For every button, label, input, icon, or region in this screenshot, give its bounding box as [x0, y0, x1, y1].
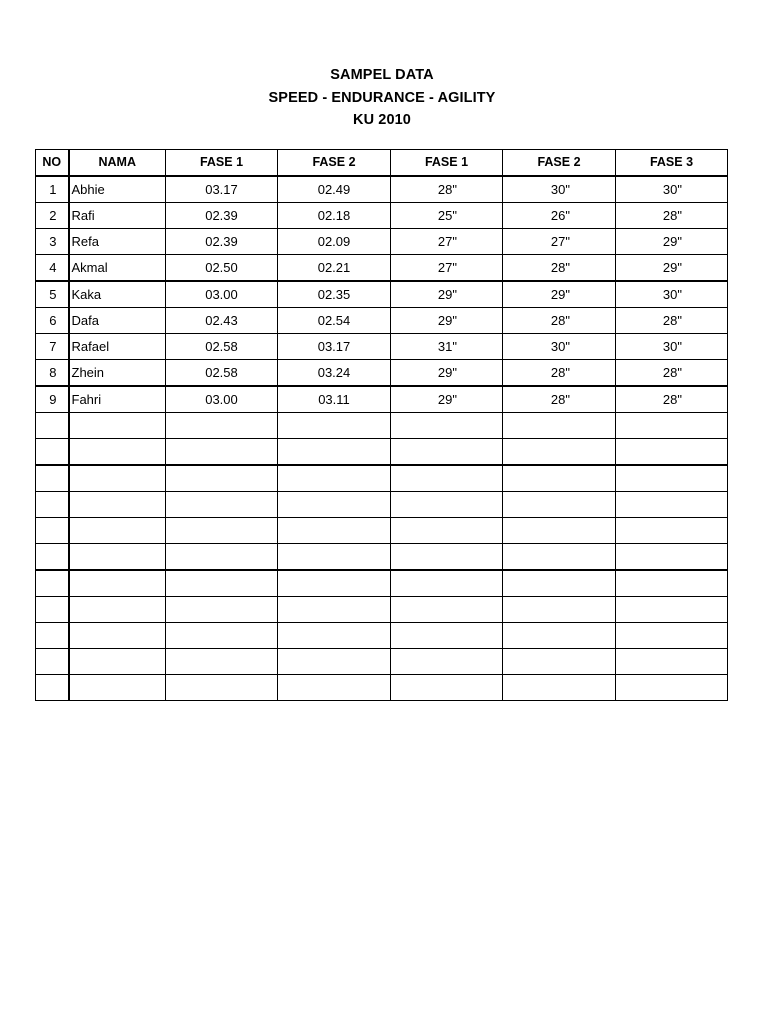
cell-agility-fase-2: 30": [503, 176, 616, 203]
empty-cell: [166, 492, 278, 518]
cell-agility-fase-1: 29": [391, 281, 503, 308]
cell-agility-fase-1: 29": [391, 386, 503, 413]
cell-nama: Abhie: [69, 176, 166, 203]
empty-cell: [69, 597, 166, 623]
empty-cell: [391, 649, 503, 675]
empty-cell: [616, 544, 728, 571]
empty-cell: [391, 623, 503, 649]
cell-speed-fase-2: 02.35: [278, 281, 391, 308]
table-row: [36, 281, 728, 308]
cell-speed-fase-1: 02.58: [166, 360, 278, 387]
empty-cell: [166, 675, 278, 701]
empty-cell: [69, 623, 166, 649]
cell-no: 6: [36, 308, 69, 334]
cell-speed-fase-2: 03.17: [278, 334, 391, 360]
empty-cell: [503, 492, 616, 518]
empty-cell: [36, 649, 69, 675]
empty-cell: [616, 570, 728, 597]
cell-agility-fase-2: 30": [503, 334, 616, 360]
empty-cell: [503, 465, 616, 492]
empty-cell: [36, 413, 69, 439]
cell-agility-fase-3: 28": [616, 203, 728, 229]
empty-cell: [616, 518, 728, 544]
empty-row: [36, 597, 728, 623]
empty-cell: [278, 570, 391, 597]
empty-cell: [278, 413, 391, 439]
cell-nama: Kaka: [69, 281, 166, 308]
empty-cell: [36, 465, 69, 492]
empty-cell: [503, 623, 616, 649]
cell-agility-fase-1: 25": [391, 203, 503, 229]
empty-cell: [278, 465, 391, 492]
empty-row: [36, 570, 728, 597]
empty-cell: [166, 623, 278, 649]
empty-row: [36, 649, 728, 675]
cell-nama: Dafa: [69, 308, 166, 334]
empty-cell: [69, 570, 166, 597]
empty-cell: [391, 570, 503, 597]
empty-cell: [166, 439, 278, 466]
cell-speed-fase-2: 02.09: [278, 229, 391, 255]
cell-no: 9: [36, 386, 69, 413]
table-row: [36, 203, 728, 229]
empty-cell: [166, 570, 278, 597]
title-line-1: SAMPEL DATA: [330, 67, 434, 83]
empty-cell: [69, 465, 166, 492]
cell-speed-fase-1: 03.00: [166, 386, 278, 413]
cell-agility-fase-3: 30": [616, 281, 728, 308]
cell-speed-fase-1: 02.43: [166, 308, 278, 334]
empty-cell: [278, 544, 391, 571]
empty-cell: [616, 439, 728, 466]
cell-speed-fase-1: 02.50: [166, 255, 278, 282]
empty-cell: [503, 518, 616, 544]
empty-cell: [166, 465, 278, 492]
header-agility-fase-3: FASE 3: [616, 150, 728, 177]
empty-cell: [391, 492, 503, 518]
cell-no: 3: [36, 229, 69, 255]
cell-agility-fase-1: 29": [391, 360, 503, 387]
table-row: [36, 308, 728, 334]
empty-cell: [36, 518, 69, 544]
cell-agility-fase-3: 28": [616, 386, 728, 413]
empty-row: [36, 439, 728, 466]
empty-cell: [278, 439, 391, 466]
cell-agility-fase-1: 29": [391, 308, 503, 334]
empty-cell: [69, 518, 166, 544]
empty-cell: [166, 544, 278, 571]
header-agility-fase-1: FASE 1: [391, 150, 503, 177]
empty-cell: [36, 570, 69, 597]
empty-row: [36, 675, 728, 701]
empty-cell: [391, 675, 503, 701]
cell-speed-fase-2: 03.24: [278, 360, 391, 387]
cell-agility-fase-2: 28": [503, 308, 616, 334]
empty-row: [36, 623, 728, 649]
empty-cell: [503, 597, 616, 623]
cell-nama: Rafi: [69, 203, 166, 229]
cell-no: 5: [36, 281, 69, 308]
table-body: [36, 176, 728, 701]
cell-agility-fase-2: 26": [503, 203, 616, 229]
table-row: [36, 176, 728, 203]
document-title: [0, 64, 764, 132]
cell-no: 1: [36, 176, 69, 203]
header-agility-fase-2: FASE 2: [503, 150, 616, 177]
empty-cell: [503, 439, 616, 466]
table-row: [36, 334, 728, 360]
empty-cell: [278, 597, 391, 623]
cell-speed-fase-2: 03.11: [278, 386, 391, 413]
empty-row: [36, 518, 728, 544]
cell-agility-fase-3: 30": [616, 176, 728, 203]
empty-cell: [616, 623, 728, 649]
cell-speed-fase-1: 03.17: [166, 176, 278, 203]
empty-cell: [503, 413, 616, 439]
empty-cell: [278, 649, 391, 675]
data-table: [35, 149, 728, 701]
empty-cell: [391, 597, 503, 623]
empty-cell: [36, 439, 69, 466]
empty-cell: [278, 623, 391, 649]
cell-agility-fase-3: 28": [616, 308, 728, 334]
cell-no: 4: [36, 255, 69, 282]
empty-cell: [616, 465, 728, 492]
cell-nama: Rafael: [69, 334, 166, 360]
empty-cell: [616, 675, 728, 701]
cell-nama: Fahri: [69, 386, 166, 413]
cell-speed-fase-1: 02.58: [166, 334, 278, 360]
empty-cell: [616, 492, 728, 518]
cell-agility-fase-2: 28": [503, 360, 616, 387]
title-line-2: SPEED - ENDURANCE - AGILITY: [268, 89, 496, 106]
empty-cell: [503, 649, 616, 675]
empty-cell: [166, 597, 278, 623]
cell-nama: Akmal: [69, 255, 166, 282]
header-no: NO: [36, 150, 69, 177]
empty-cell: [278, 518, 391, 544]
empty-cell: [278, 492, 391, 518]
cell-agility-fase-2: 28": [503, 255, 616, 282]
table-row: [36, 360, 728, 387]
empty-cell: [36, 544, 69, 571]
empty-row: [36, 413, 728, 439]
cell-speed-fase-1: 02.39: [166, 203, 278, 229]
empty-cell: [69, 544, 166, 571]
empty-cell: [36, 492, 69, 518]
empty-cell: [166, 413, 278, 439]
cell-speed-fase-1: 03.00: [166, 281, 278, 308]
empty-cell: [391, 413, 503, 439]
empty-cell: [616, 649, 728, 675]
empty-cell: [69, 649, 166, 675]
empty-cell: [36, 597, 69, 623]
empty-cell: [503, 570, 616, 597]
cell-agility-fase-1: 27": [391, 255, 503, 282]
empty-row: [36, 465, 728, 492]
cell-nama: Zhein: [69, 360, 166, 387]
empty-cell: [36, 623, 69, 649]
header-speed-fase-2: FASE 2: [278, 150, 391, 177]
cell-speed-fase-2: 02.49: [278, 176, 391, 203]
cell-no: 2: [36, 203, 69, 229]
header-speed-fase-1: FASE 1: [166, 150, 278, 177]
table-row: [36, 255, 728, 282]
cell-speed-fase-2: 02.54: [278, 308, 391, 334]
cell-speed-fase-2: 02.18: [278, 203, 391, 229]
cell-agility-fase-3: 29": [616, 229, 728, 255]
table-row: [36, 386, 728, 413]
cell-agility-fase-1: 31": [391, 334, 503, 360]
cell-speed-fase-1: 02.39: [166, 229, 278, 255]
empty-cell: [69, 492, 166, 518]
cell-no: 7: [36, 334, 69, 360]
empty-cell: [391, 439, 503, 466]
empty-cell: [69, 439, 166, 466]
cell-agility-fase-1: 28": [391, 176, 503, 203]
table-row: [36, 229, 728, 255]
header-nama: NAMA: [69, 150, 166, 177]
cell-agility-fase-2: 28": [503, 386, 616, 413]
empty-cell: [391, 518, 503, 544]
empty-cell: [69, 675, 166, 701]
header-row: [36, 150, 728, 177]
cell-nama: Refa: [69, 229, 166, 255]
cell-agility-fase-3: 28": [616, 360, 728, 387]
empty-cell: [391, 465, 503, 492]
empty-row: [36, 544, 728, 571]
empty-cell: [69, 413, 166, 439]
empty-cell: [503, 544, 616, 571]
cell-no: 8: [36, 360, 69, 387]
empty-cell: [503, 675, 616, 701]
empty-row: [36, 492, 728, 518]
cell-agility-fase-2: 29": [503, 281, 616, 308]
title-line-3: KU 2010: [353, 112, 411, 128]
empty-cell: [36, 675, 69, 701]
empty-cell: [166, 649, 278, 675]
cell-speed-fase-2: 02.21: [278, 255, 391, 282]
cell-agility-fase-3: 29": [616, 255, 728, 282]
empty-cell: [616, 413, 728, 439]
cell-agility-fase-1: 27": [391, 229, 503, 255]
empty-cell: [391, 544, 503, 571]
empty-cell: [166, 518, 278, 544]
empty-cell: [278, 675, 391, 701]
empty-cell: [616, 597, 728, 623]
cell-agility-fase-3: 30": [616, 334, 728, 360]
cell-agility-fase-2: 27": [503, 229, 616, 255]
